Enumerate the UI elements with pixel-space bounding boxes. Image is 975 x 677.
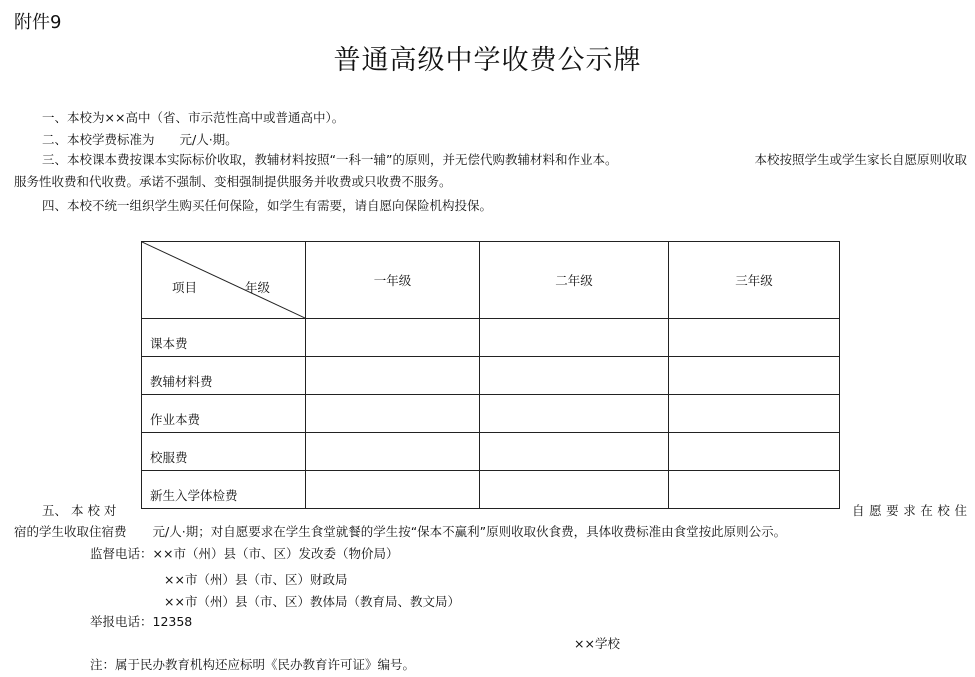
paragraph-3-part-1: 三、本校课本费按课本实际标价收取，教辅材料按照“一科一辅”的原则，并无偿代购教辅材料和作业本。 (42, 152, 618, 167)
paragraph-3-line-2: 服务性收费和代收费。承诺不强制、变相强制提供服务并收费或只收费不服务。 (14, 174, 452, 189)
p5-char: 在 (920, 503, 933, 518)
paragraph-2: 二、本校学费标准为 元/人·期。 (42, 132, 238, 147)
fee-table (141, 241, 840, 509)
fee-cell (669, 395, 840, 433)
page-title: 普通高级中学收费公示牌 (333, 45, 642, 76)
p5-line2-part-2: 元/人·期；对自愿要求在学生食堂就餐的学生按“保本不赢利”原则收取伙食费，具体收费标准由食堂按此原则公示。 (152, 524, 787, 539)
fee-cell (306, 319, 480, 357)
report-phone: 举报电话：12358 (90, 614, 193, 629)
fee-item-label: 教辅材料费 (142, 357, 306, 395)
paragraph-5-right (852, 501, 967, 521)
paragraph-5-line-2 (14, 522, 786, 542)
fee-cell (306, 433, 480, 471)
corner-grade-label: 年级 (245, 280, 271, 295)
p5-char: 住 (954, 503, 967, 518)
table-row (142, 433, 840, 471)
fee-cell (480, 319, 669, 357)
corner-item-label: 项目 (172, 280, 198, 295)
fee-cell (669, 319, 840, 357)
p5-char: 愿 (869, 503, 882, 518)
supervision-phone-line-3: ××市（州）县（市、区）教体局（教育局、教文局） (164, 594, 460, 609)
fee-cell (480, 357, 669, 395)
p5-char: 自 (852, 503, 865, 518)
diagonal-header-cell (142, 242, 306, 319)
paragraph-3-line-1 (42, 150, 967, 170)
grade-header: 一年级 (306, 242, 480, 319)
fee-cell (669, 471, 840, 509)
p5-char: 校 (937, 503, 950, 518)
table-row (142, 319, 840, 357)
fee-item-label: 新生入学体检费 (142, 471, 306, 509)
fee-cell (306, 395, 480, 433)
fee-cell (480, 471, 669, 509)
table-header-row (142, 242, 840, 319)
fee-item-label: 课本费 (142, 319, 306, 357)
grade-header: 三年级 (669, 242, 840, 319)
footnote: 注：属于民办教育机构还应标明《民办教育许可证》编号。 (90, 657, 416, 672)
diagonal-line (142, 242, 305, 318)
fee-cell (480, 433, 669, 471)
paragraph-5-start: 五、 本 校 对 (42, 503, 117, 518)
fee-item-label: 校服费 (142, 433, 306, 471)
paragraph-1: 一、本校为××高中（省、市示范性高中或普通高中）。 (42, 110, 345, 125)
fee-cell (669, 357, 840, 395)
paragraph-4: 四、本校不统一组织学生购买任何保险，如学生有需要，请自愿向保险机构投保。 (42, 198, 493, 213)
fee-cell (306, 471, 480, 509)
p5-char: 求 (903, 503, 916, 518)
attachment-label: 附件9 (14, 12, 62, 33)
p5-char: 要 (886, 503, 899, 518)
table-row (142, 395, 840, 433)
paragraph-3-part-2: 本校按照学生或学生家长自愿原则收取 (754, 152, 967, 167)
fee-item-label: 作业本费 (142, 395, 306, 433)
supervision-phone-line-1: 监督电话：××市（州）县（市、区）发改委（物价局） (90, 546, 399, 561)
fee-cell (306, 357, 480, 395)
table-row (142, 357, 840, 395)
supervision-phone-line-2: ××市（州）县（市、区）财政局 (164, 572, 348, 587)
school-signature: ××学校 (574, 636, 620, 651)
p5-line2-part-1: 宿的学生收取住宿费 (14, 524, 127, 539)
grade-header: 二年级 (480, 242, 669, 319)
table-row (142, 471, 840, 509)
fee-cell (669, 433, 840, 471)
fee-cell (480, 395, 669, 433)
